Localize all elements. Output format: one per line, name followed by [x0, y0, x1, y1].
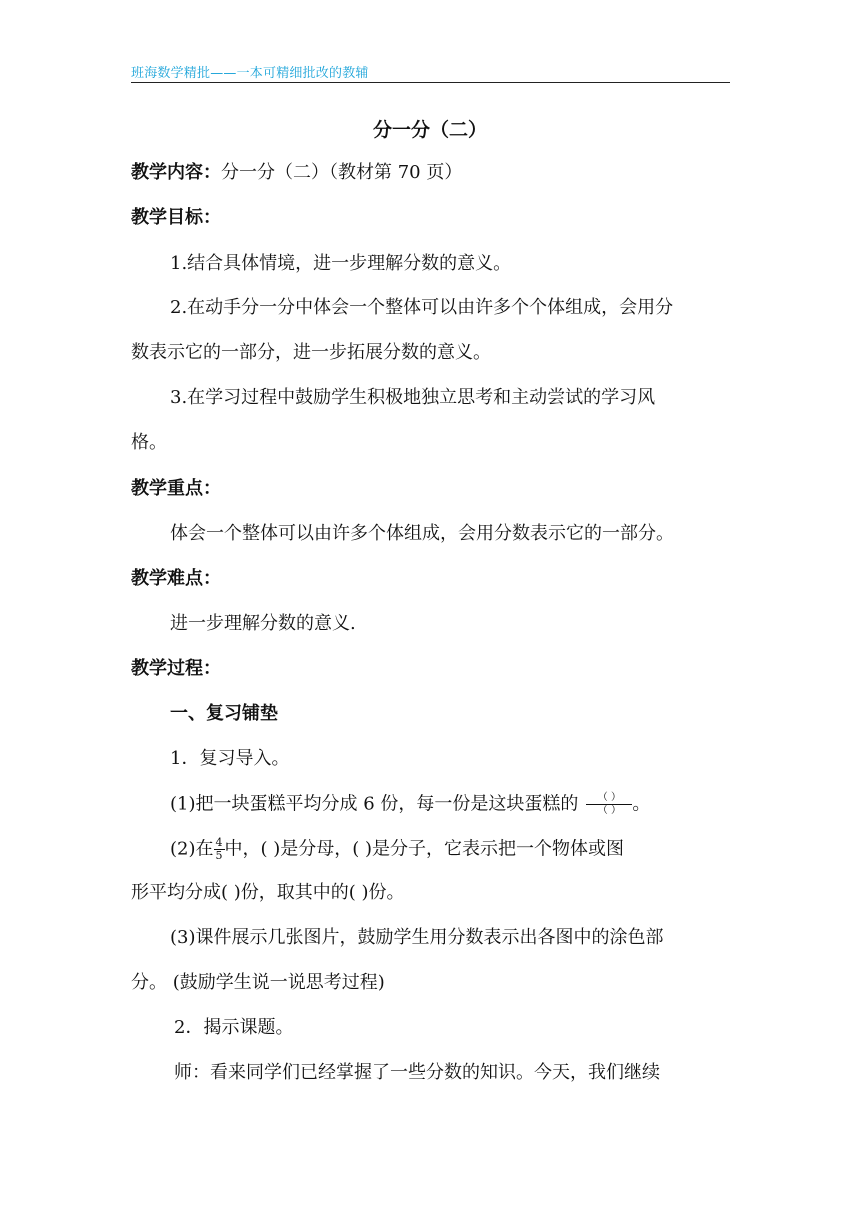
difficulty-text: 进一步理解分数的意义. [170, 613, 356, 634]
objective-3-line1: 3.在学习过程中鼓励学生积极地独立思考和主动尝试的学习风 [170, 387, 656, 408]
page-header [131, 62, 730, 83]
blank-fraction [586, 792, 632, 817]
content-text: 分一分（二）（教材第 70 页） [221, 162, 463, 183]
question-3-line2: 分。 (鼓励学生说一说思考过程) [131, 972, 385, 993]
fraction-denominator: 5 [215, 849, 223, 862]
page-title: 分一分（二） [372, 119, 487, 141]
blank-numerator: （ ） [597, 792, 621, 803]
objective-2-line2: 数表示它的一部分，进一步拓展分数的意义。 [131, 342, 491, 363]
question-2-line2: 形平均分成( )份，取其中的( )份。 [131, 882, 405, 903]
objective-1: 1.结合具体情境，进一步理解分数的意义。 [170, 253, 512, 274]
key-point-label: 教学重点： [131, 478, 221, 499]
question-2-prefix: (2)在 [170, 838, 214, 860]
section-review: 一、复习铺垫 [170, 703, 278, 724]
objective-2-line1: 2.在动手分一分中体会一个整体可以由许多个个体组成，会用分 [170, 297, 674, 318]
question-3-line1: (3)课件展示几张图片，鼓励学生用分数表示出各图中的涂色部 [170, 927, 664, 948]
key-point-text: 体会一个整体可以由许多个体组成，会用分数表示它的一部分。 [170, 523, 674, 544]
objective-3-line2: 格。 [131, 432, 167, 453]
step-1: 1．复习导入。 [170, 748, 290, 769]
content-line [131, 161, 462, 185]
question-1 [170, 792, 650, 817]
question-2-rest: 中，( )是分母，( )是分子，它表示把一个物体或图 [224, 838, 625, 860]
question-1-text: (1)把一块蛋糕平均分成 6 份，每一份是这块蛋糕的 [170, 793, 579, 815]
fraction-four-fifths [214, 837, 225, 862]
fraction-numerator: 4 [215, 836, 223, 849]
question-1-end: 。 [632, 793, 651, 815]
difficulty-label: 教学难点： [131, 568, 221, 589]
step-2: 2．揭示课题。 [174, 1017, 294, 1038]
objectives-label: 教学目标： [131, 207, 221, 228]
header-text: 班海数学精批——一本可精细批改的教辅 [131, 66, 369, 81]
blank-denominator: （ ） [586, 804, 632, 817]
question-2-line1 [170, 837, 624, 862]
content-label: 教学内容： [131, 162, 221, 183]
process-label: 教学过程： [131, 658, 221, 679]
teacher-line: 师：看来同学们已经掌握了一些分数的知识。今天，我们继续 [174, 1062, 660, 1083]
